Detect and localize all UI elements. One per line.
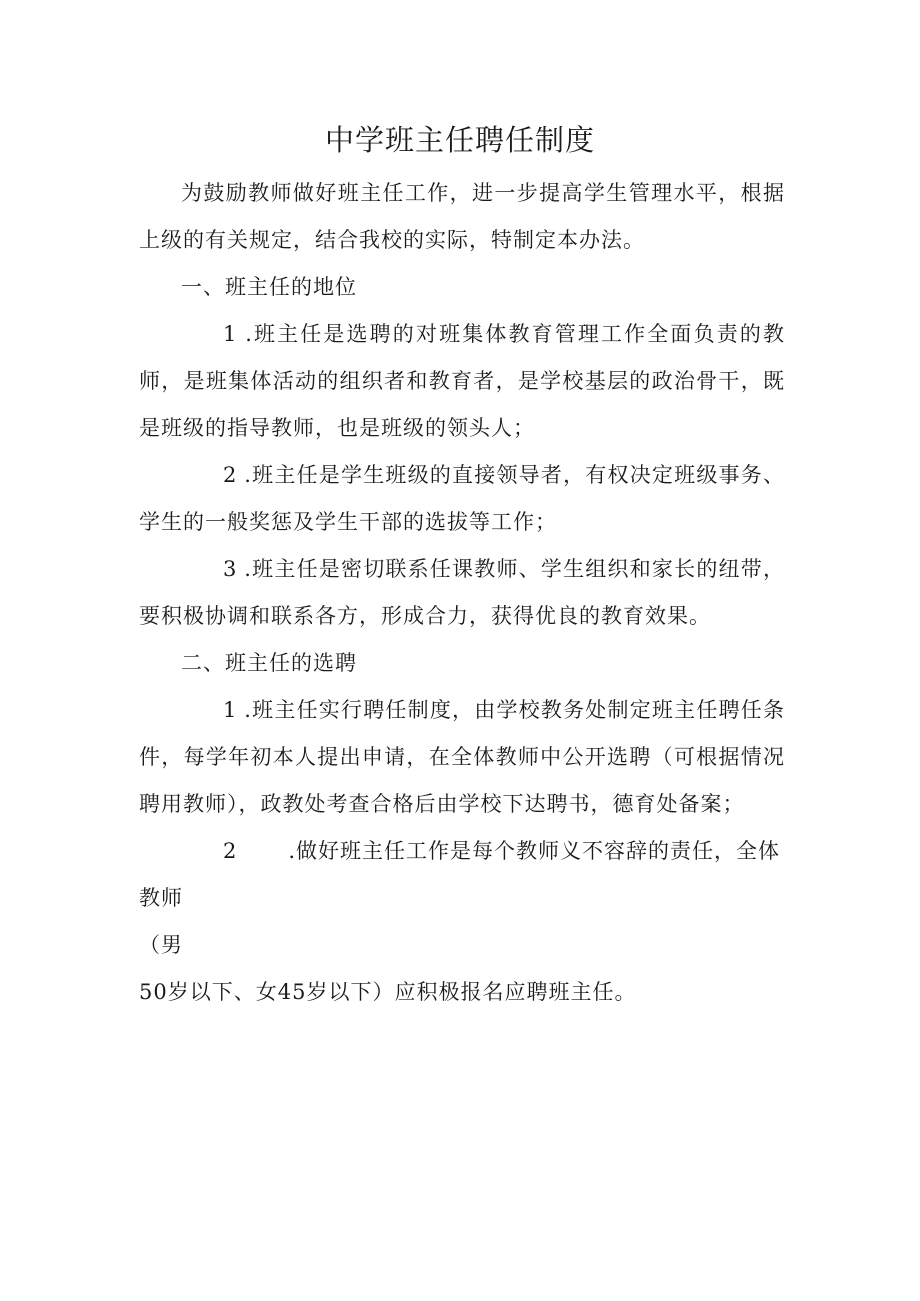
item-text: .班主任是选聘的对班集体教育管理工作全面负责的教师，是班集体活动的组织者和教育者，是学校基层的政治骨干，既是班级的指导教师，也是班级的领头人；	[139, 322, 785, 440]
section1-item-1	[139, 311, 785, 452]
section2-item-2-line1	[139, 828, 785, 922]
item-number: 3	[223, 557, 237, 581]
item-text: .班主任实行聘任制度，由学校教务处制定班主任聘任条件，每学年初本人提出申请，在全体教师中公开选聘（可根据情况聘用教师），政教处考查合格后由学校下达聘书，德育处备案；	[139, 698, 785, 816]
item-number: 1	[223, 322, 237, 346]
item-text: .班主任是密切联系任课教师、学生组织和家长的纽带，要积极协调和联系各方，形成合力，获得优良的教育效果。	[139, 557, 785, 628]
item-text: .做好班主任工作是每个教师义不容辞的责任，全体教师	[139, 839, 781, 910]
item-text: .班主任是学生班级的直接领导者，有权决定班级事务、学生的一般奖惩及学生干部的选拔等工作；	[139, 463, 785, 534]
section2-heading: 二、班主任的选聘	[181, 651, 357, 675]
section1-item-2	[139, 452, 785, 546]
section2-item-1	[139, 687, 785, 828]
document-title: 中学班主任聘任制度	[324, 123, 595, 157]
item-number: 2	[223, 463, 237, 487]
section1-item-3	[139, 546, 785, 640]
item-number: 1	[223, 698, 237, 722]
intro-paragraph: 为鼓励教师做好班主任工作，进一步提高学生管理水平，根据上级的有关规定，结合我校的实际，特制定本办法。	[139, 181, 785, 252]
section2-item-2-line3: 50岁以下、女45岁以下）应积极报名应聘班主任。	[139, 980, 637, 1004]
section2-item-2-line2: （男	[139, 933, 183, 957]
document-body	[139, 170, 785, 1016]
item-number: 2	[223, 839, 237, 863]
section1-heading: 一、班主任的地位	[181, 275, 357, 299]
